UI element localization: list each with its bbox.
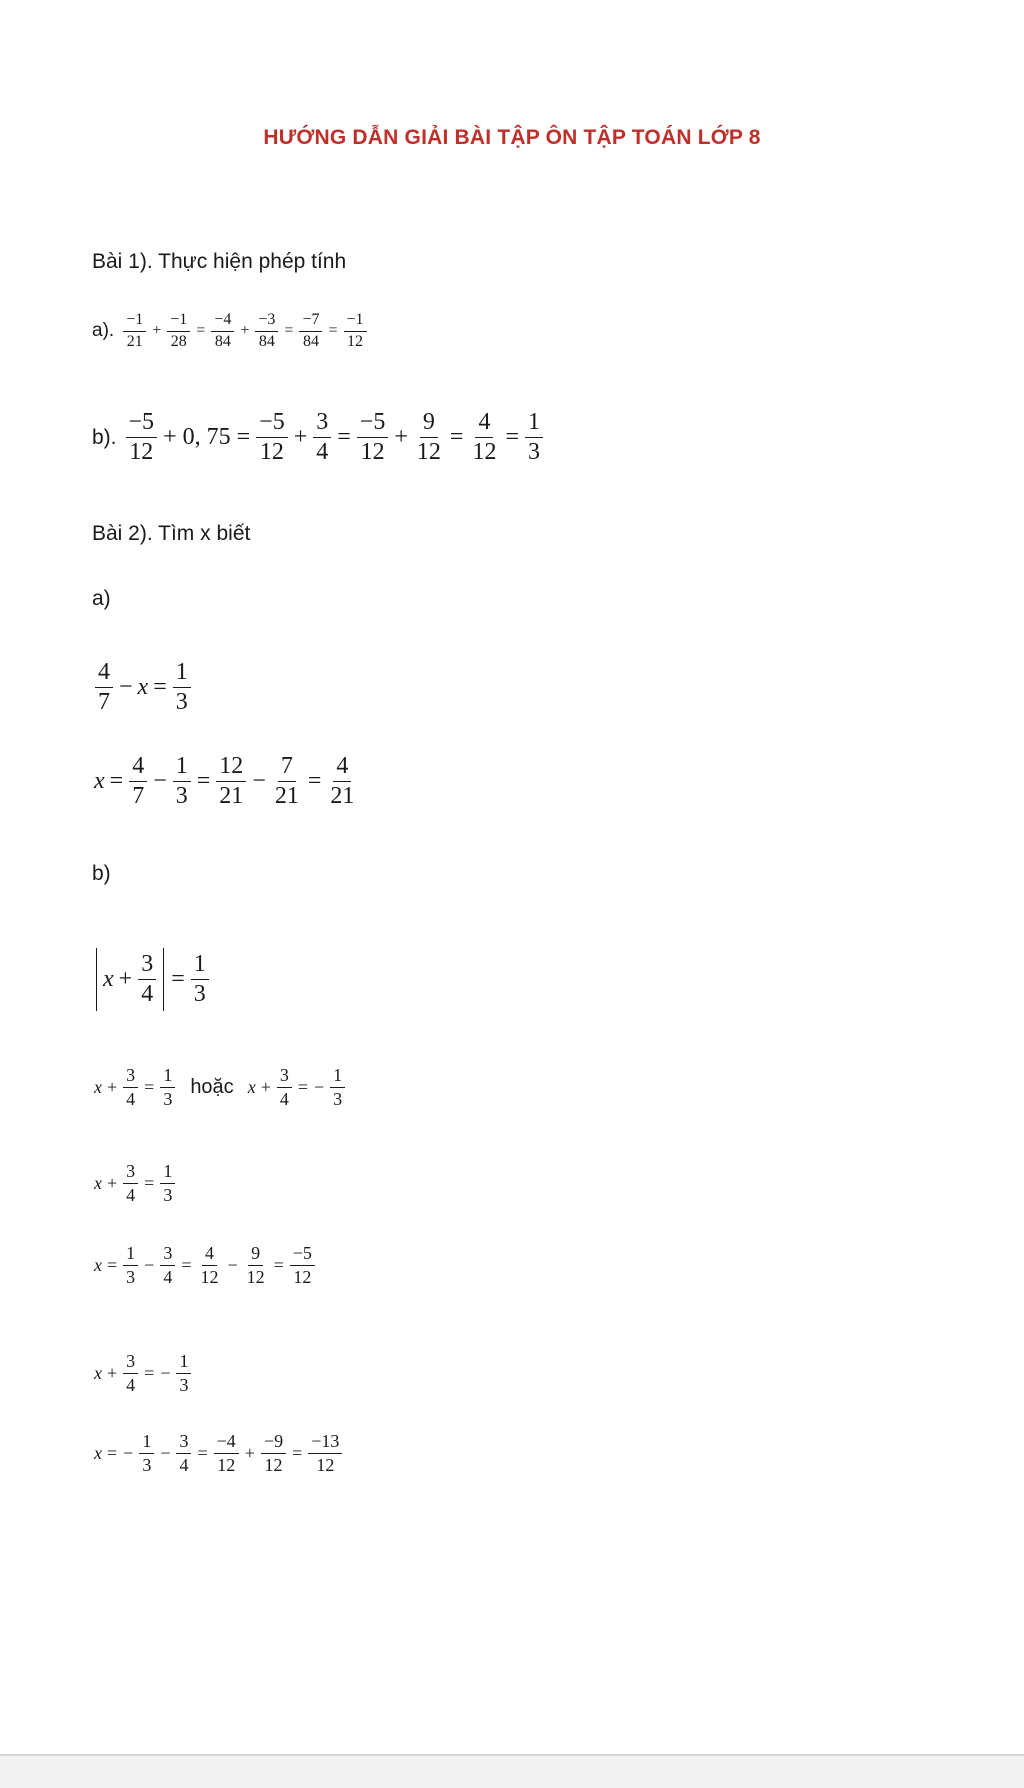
plus-sign: + [118, 966, 133, 993]
fraction: $\frac{-4}{84}$ [211, 312, 234, 351]
fraction: $\frac{3}{4}$ [123, 1066, 138, 1109]
exercise-2b-equation-2 [92, 1066, 348, 1109]
fraction: $\frac{1}{3}$ [160, 1066, 175, 1109]
fraction: $\frac{1}{3}$ [330, 1066, 345, 1109]
minus-sign: − [144, 1254, 155, 1275]
or-text: hoặc [190, 1075, 234, 1098]
minus-sign: − [123, 1442, 134, 1463]
plus-sign: + [107, 1076, 118, 1097]
exercise-1a-label: a). [92, 320, 115, 342]
fraction: $\frac{-1}{12}$ [344, 312, 367, 351]
plus-sign: + [240, 322, 250, 340]
fraction: $\frac{1}{3}$ [176, 1352, 191, 1395]
fraction: $\frac{-5}{12}$ [126, 410, 158, 465]
equals-sign: = [144, 1076, 155, 1097]
exercise-1b-label: b). [92, 425, 117, 449]
fraction: $\frac{3}{4}$ [277, 1066, 292, 1109]
equals-sign: = [144, 1362, 155, 1383]
equals-sign: = [273, 1254, 284, 1275]
variable-x: x [94, 1172, 102, 1193]
equals-sign: = [196, 768, 211, 795]
exercise-2-heading: Bài 2). Tìm x biết [92, 522, 251, 545]
fraction: $\frac{-9}{12}$ [261, 1432, 286, 1475]
variable-x: x [94, 768, 105, 795]
fraction: $\frac{-5}{12}$ [357, 410, 389, 465]
variable-x: x [94, 1076, 102, 1097]
fraction: $\frac{4}{7}$ [95, 660, 113, 715]
variable-x: x [103, 966, 114, 993]
equals-sign: = [307, 768, 322, 795]
exercise-2b-equation-1 [96, 948, 212, 1011]
plus-sign: + [293, 424, 308, 451]
exercise-1-heading: Bài 1). Thực hiện phép tính [92, 250, 347, 273]
fraction: $\frac{1}{3}$ [139, 1432, 154, 1475]
minus-sign: − [227, 1254, 238, 1275]
exercise-1b-equation [92, 410, 546, 465]
exercise-2b-equation-3 [92, 1162, 178, 1205]
equals-sign: = [153, 674, 167, 701]
fraction: $\frac{-5}{12}$ [290, 1244, 315, 1287]
fraction: $\frac{3}{4}$ [123, 1162, 138, 1205]
equals-sign: = [284, 322, 294, 340]
exercise-1a-equation [92, 312, 370, 351]
equals-sign: = [449, 424, 464, 451]
fraction: $\frac{9}{12}$ [246, 1243, 265, 1287]
variable-x: x [247, 1076, 256, 1097]
minus-sign: − [314, 1076, 325, 1097]
fraction: $\frac{4}{21}$ [330, 753, 355, 810]
equals-sign: = [236, 424, 251, 451]
fraction: $\frac{12}{21}$ [216, 754, 246, 809]
fraction: $\frac{4}{12}$ [472, 409, 497, 466]
fraction: $\frac{7}{21}$ [274, 753, 299, 810]
fraction: $\frac{3}{4}$ [313, 410, 331, 465]
minus-sign: − [153, 768, 167, 795]
absolute-value [96, 948, 164, 1011]
fraction: $\frac{1}{3}$ [525, 410, 543, 465]
page-title: HƯỚNG DẪN GIẢI BÀI TẬP ÔN TẬP TOÁN LỚP 8 [263, 126, 761, 149]
plus-sign: + [244, 1442, 255, 1463]
equals-sign: = [297, 1076, 308, 1097]
minus-sign: − [252, 768, 266, 795]
fraction: $\frac{4}{7}$ [129, 754, 147, 809]
fraction: $\frac{1}{3}$ [191, 952, 209, 1007]
equals-sign: = [196, 322, 206, 340]
fraction: $\frac{-13}{12}$ [308, 1432, 342, 1475]
variable-x: x [94, 1254, 102, 1275]
plus-sign: + [260, 1076, 271, 1097]
fraction: $\frac{-1}{28}$ [167, 312, 190, 351]
minus-sign: − [160, 1442, 171, 1463]
minus-sign: − [119, 674, 133, 701]
plus-sign: + [152, 322, 162, 340]
equals-sign: = [171, 966, 185, 993]
decimal-number: 0, 75 [182, 424, 231, 451]
fraction: $\frac{1}{3}$ [160, 1162, 175, 1205]
fraction: $\frac{3}{4}$ [176, 1432, 191, 1475]
equals-sign: = [197, 1442, 208, 1463]
variable-x: x [137, 674, 149, 701]
variable-x: x [94, 1362, 102, 1383]
equals-sign: = [144, 1172, 155, 1193]
exercise-2b-equation-5 [92, 1352, 194, 1395]
equals-sign: = [328, 322, 338, 340]
equals-sign: = [109, 768, 124, 795]
exercise-2b-equation-4 [92, 1244, 318, 1287]
exercise-2a-equation-2 [92, 754, 360, 809]
equals-sign: = [107, 1254, 118, 1275]
plus-sign: + [163, 424, 177, 451]
plus-sign: + [107, 1362, 118, 1383]
fraction: $\frac{-4}{12}$ [214, 1432, 239, 1475]
fraction: $\frac{3}{4}$ [138, 952, 156, 1007]
equals-sign: = [107, 1442, 118, 1463]
exercise-2a-label: a) [92, 587, 111, 610]
fraction: $\frac{1}{3}$ [123, 1244, 138, 1287]
equals-sign: = [337, 424, 351, 451]
fraction: $\frac{1}{3}$ [173, 754, 191, 809]
bottom-bar [0, 1754, 1024, 1788]
equals-sign: = [505, 424, 519, 451]
fraction: $\frac{-3}{84}$ [255, 312, 278, 351]
fraction: $\frac{-5}{12}$ [256, 410, 288, 465]
fraction: $\frac{3}{4}$ [160, 1244, 175, 1287]
fraction: $\frac{1}{3}$ [173, 660, 191, 715]
plus-sign: + [394, 424, 408, 451]
plus-sign: + [107, 1172, 118, 1193]
exercise-2a-equation-1 [92, 660, 194, 715]
minus-sign: − [160, 1362, 171, 1383]
fraction: $\frac{9}{12}$ [416, 409, 441, 466]
fraction: $\frac{-7}{84}$ [299, 312, 322, 351]
variable-x: x [94, 1442, 102, 1463]
equals-sign: = [181, 1254, 192, 1275]
exercise-2b-equation-6 [92, 1432, 345, 1475]
fraction: $\frac{4}{12}$ [200, 1243, 219, 1287]
equals-sign: = [292, 1442, 303, 1463]
fraction: $\frac{-1}{21}$ [123, 312, 146, 351]
exercise-2b-label: b) [92, 862, 111, 885]
fraction: $\frac{3}{4}$ [123, 1352, 138, 1395]
